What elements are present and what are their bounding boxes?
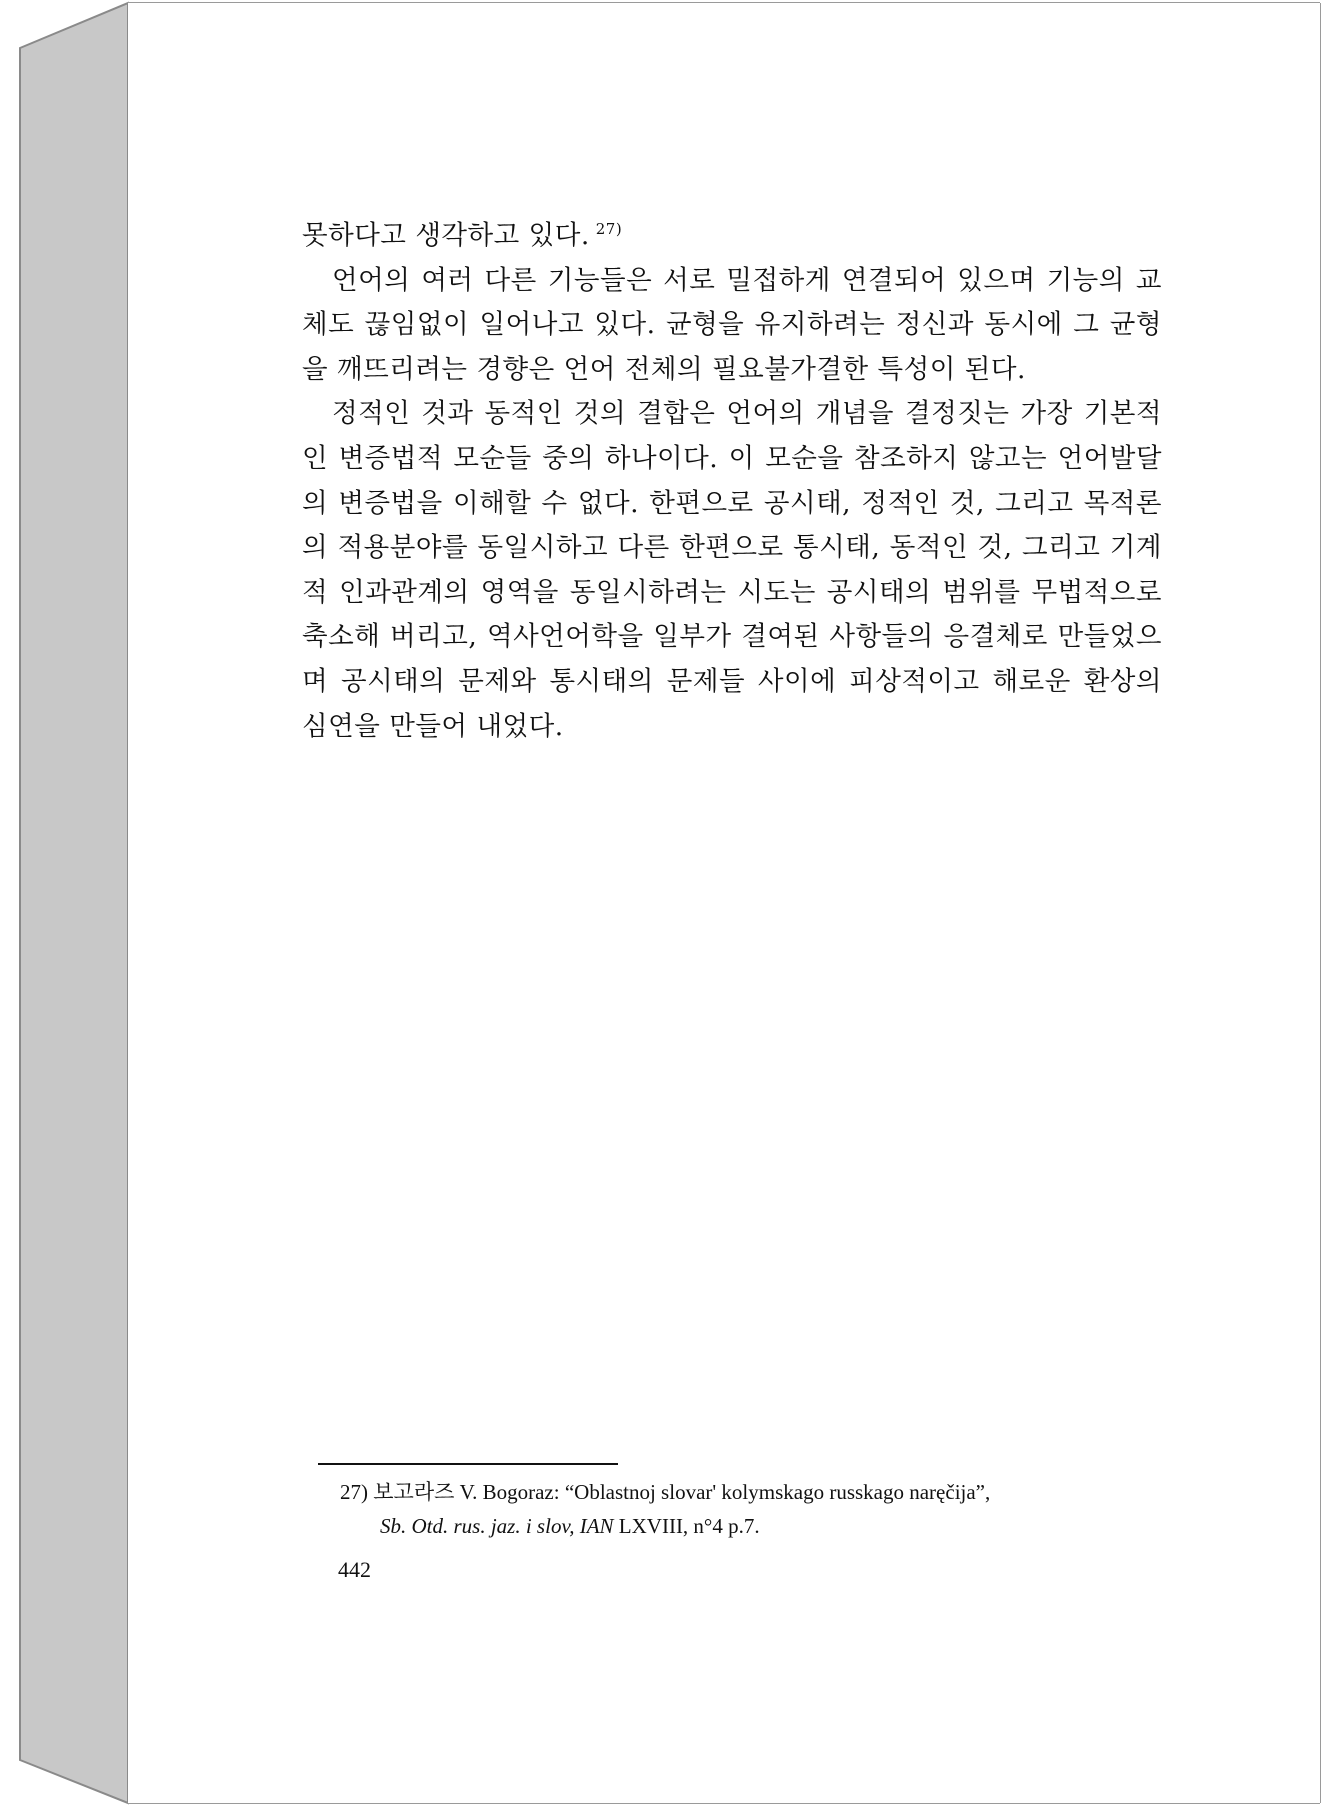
- footnote-reference: 27): [595, 220, 623, 239]
- footnote-number: 27): [340, 1480, 368, 1504]
- paragraph-3: 정적인 것과 동적인 것의 결합은 언어의 개념을 결정짓는 가장 기본적인 변증법적 모순들 중의 하나이다. 이 모순을 참조하지 않고는 언어발달의 변증법을 이해할 수 없다. 한편으로 공시태, 정적인 것, 그리고 목적론의 적용분야를 동일시하고 다른 한편으로 통시태, 동적인 것, 그리고 기계적 인과관계의 영역을 동일시하려는 시도는 공시태의 범위를 무법적으로 축소해 버리고, 역사언어학을 일부가 결여된 사항들의 응결체로 만들었으며 공시태의 문제와 통시태의 문제들 사이에 피상적이고 해로운 환상의 심연을 만들어 내었다.: [302, 398, 1162, 742]
- paragraph-continuation: [302, 214, 1162, 259]
- footnote-volume: LXVIII, n°4 p.7.: [613, 1514, 760, 1538]
- footnote-line-2: [340, 1509, 1160, 1543]
- footnote-line-1: [340, 1475, 1160, 1509]
- footnote-27: [340, 1475, 1160, 1543]
- body-text: [302, 214, 1162, 749]
- footnote-divider: [318, 1463, 618, 1465]
- footnote-journal: Sb. Otd. rus. jaz. i slov, IAN: [380, 1514, 614, 1538]
- page-number: 442: [338, 1557, 371, 1582]
- footnote-citation: 보고라즈 V. Bogoraz: “Oblastnoj slovar' kolymskago russkago naręčija”,: [373, 1480, 991, 1504]
- paragraph-2: 언어의 여러 다른 기능들은 서로 밀접하게 연결되어 있으며 기능의 교체도 끊임없이 일어나고 있다. 균형을 유지하려는 정신과 동시에 그 균형을 깨뜨리려는 경향은 언어 전체의 필요불가결한 특성이 된다.: [302, 264, 1162, 385]
- paragraph-text: 못하다고 생각하고 있다.: [302, 220, 590, 251]
